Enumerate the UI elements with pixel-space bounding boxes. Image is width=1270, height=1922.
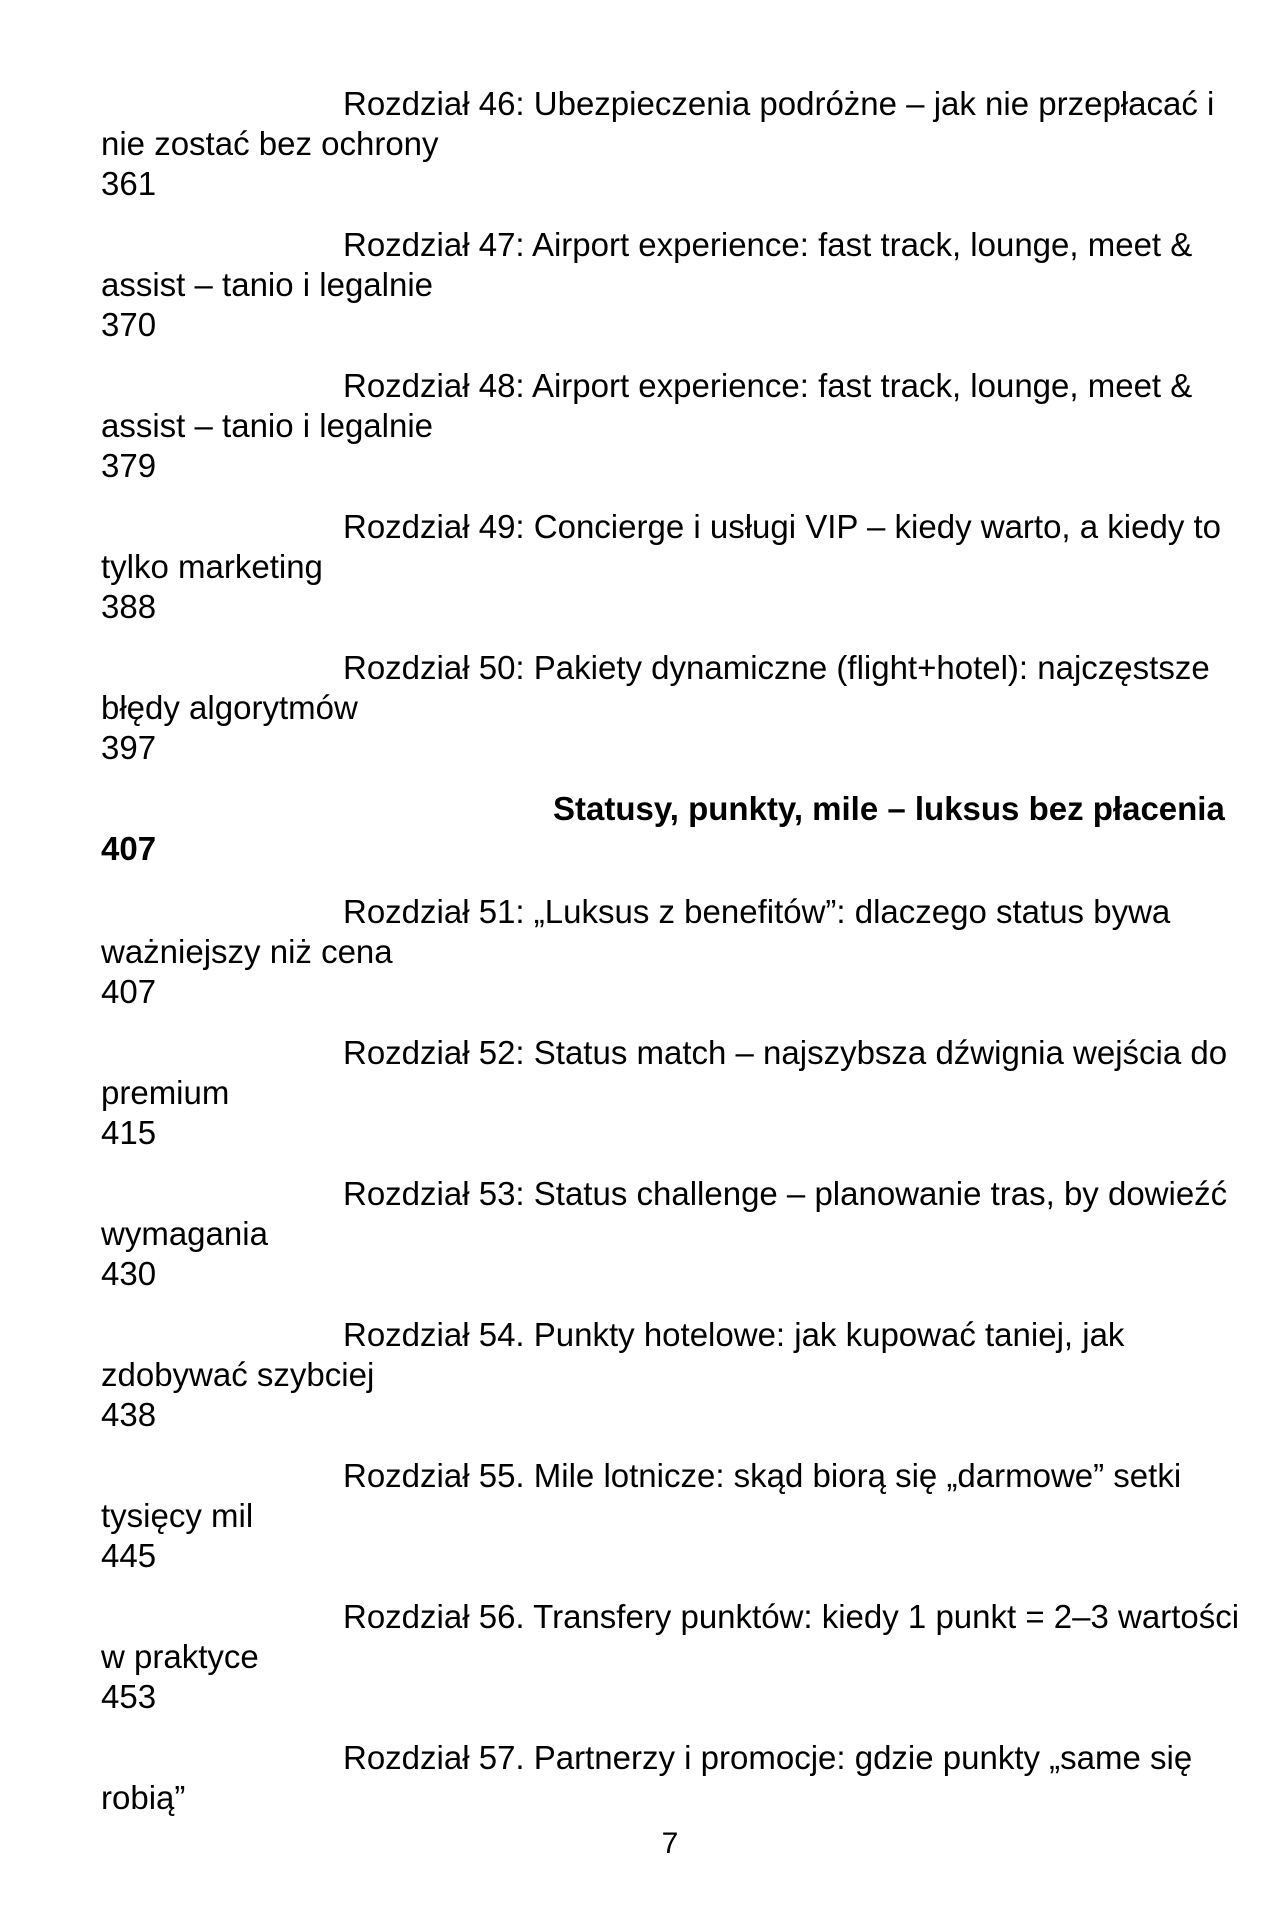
toc-entry-title: Rozdział 54. Punkty hotelowe: jak kupować taniej, jak zdobywać szybciej xyxy=(101,1316,1125,1393)
toc-entry-chapter-55 xyxy=(101,1456,1241,1576)
toc-entry-page: 407 xyxy=(101,973,157,1010)
toc-entry-chapter-54 xyxy=(101,1315,1241,1435)
toc-section-heading xyxy=(101,789,1241,869)
toc-entry-title: Rozdział 49: Concierge i usługi VIP – kiedy warto, a kiedy to tylko marketing xyxy=(101,508,1222,585)
toc-entry-page: 453 xyxy=(101,1678,157,1715)
toc-entry-page: 415 xyxy=(101,1114,157,1151)
toc-entry-title: Rozdział 47: Airport experience: fast track, lounge, meet & assist – tanio i legalnie xyxy=(101,226,1193,303)
toc-entry-title: Rozdział 53: Status challenge – planowanie tras, by dowieźć wymagania xyxy=(101,1175,1228,1252)
table-of-contents xyxy=(101,84,1241,1839)
page-number: 7 xyxy=(661,1827,679,1860)
toc-entry-title: Rozdział 55. Mile lotnicze: skąd biorą się „darmowe” setki tysięcy mil xyxy=(101,1457,1182,1534)
toc-entry-chapter-56 xyxy=(101,1597,1241,1717)
toc-entry-chapter-47 xyxy=(101,225,1241,345)
toc-entry-chapter-51 xyxy=(101,892,1241,1012)
toc-entry-page: 370 xyxy=(101,306,157,343)
toc-entry-chapter-46 xyxy=(101,84,1241,204)
toc-entry-page: 430 xyxy=(101,1255,157,1292)
toc-entry-title: Rozdział 57. Partnerzy i promocje: gdzie punkty „same się robią” xyxy=(101,1739,1193,1816)
toc-entry-title: Rozdział 52: Status match – najszybsza dźwignia wejścia do premium xyxy=(101,1034,1228,1111)
toc-entry-title: Rozdział 46: Ubezpieczenia podróżne – jak nie przepłacać i nie zostać bez ochrony xyxy=(101,85,1215,162)
toc-section-title: Statusy, punkty, mile – luksus bez płacenia xyxy=(553,790,1225,827)
toc-entry-title: Rozdział 50: Pakiety dynamiczne (flight+hotel): najczęstsze błędy algorytmów xyxy=(101,649,1210,726)
toc-entry-title: Rozdział 51: „Luksus z benefitów”: dlaczego status bywa ważniejszy niż cena xyxy=(101,893,1171,970)
toc-entry-chapter-48 xyxy=(101,366,1241,486)
toc-entry-page: 361 xyxy=(101,165,157,202)
toc-entry-title: Rozdział 56. Transfery punktów: kiedy 1 punkt = 2–3 wartości w praktyce xyxy=(101,1598,1240,1675)
toc-entry-page: 438 xyxy=(101,1396,157,1433)
toc-entry-page: 388 xyxy=(101,588,157,625)
toc-entry-page: 397 xyxy=(101,729,157,766)
toc-entry-chapter-57 xyxy=(101,1738,1241,1818)
toc-entry-chapter-49 xyxy=(101,507,1241,627)
toc-entry-chapter-50 xyxy=(101,648,1241,768)
toc-entry-page: 445 xyxy=(101,1537,157,1574)
toc-entry-chapter-53 xyxy=(101,1174,1241,1294)
toc-entry-chapter-52 xyxy=(101,1033,1241,1153)
toc-entry-page: 379 xyxy=(101,447,157,484)
toc-section-page: 407 xyxy=(101,830,157,867)
toc-entry-title: Rozdział 48: Airport experience: fast track, lounge, meet & assist – tanio i legalnie xyxy=(101,367,1193,444)
